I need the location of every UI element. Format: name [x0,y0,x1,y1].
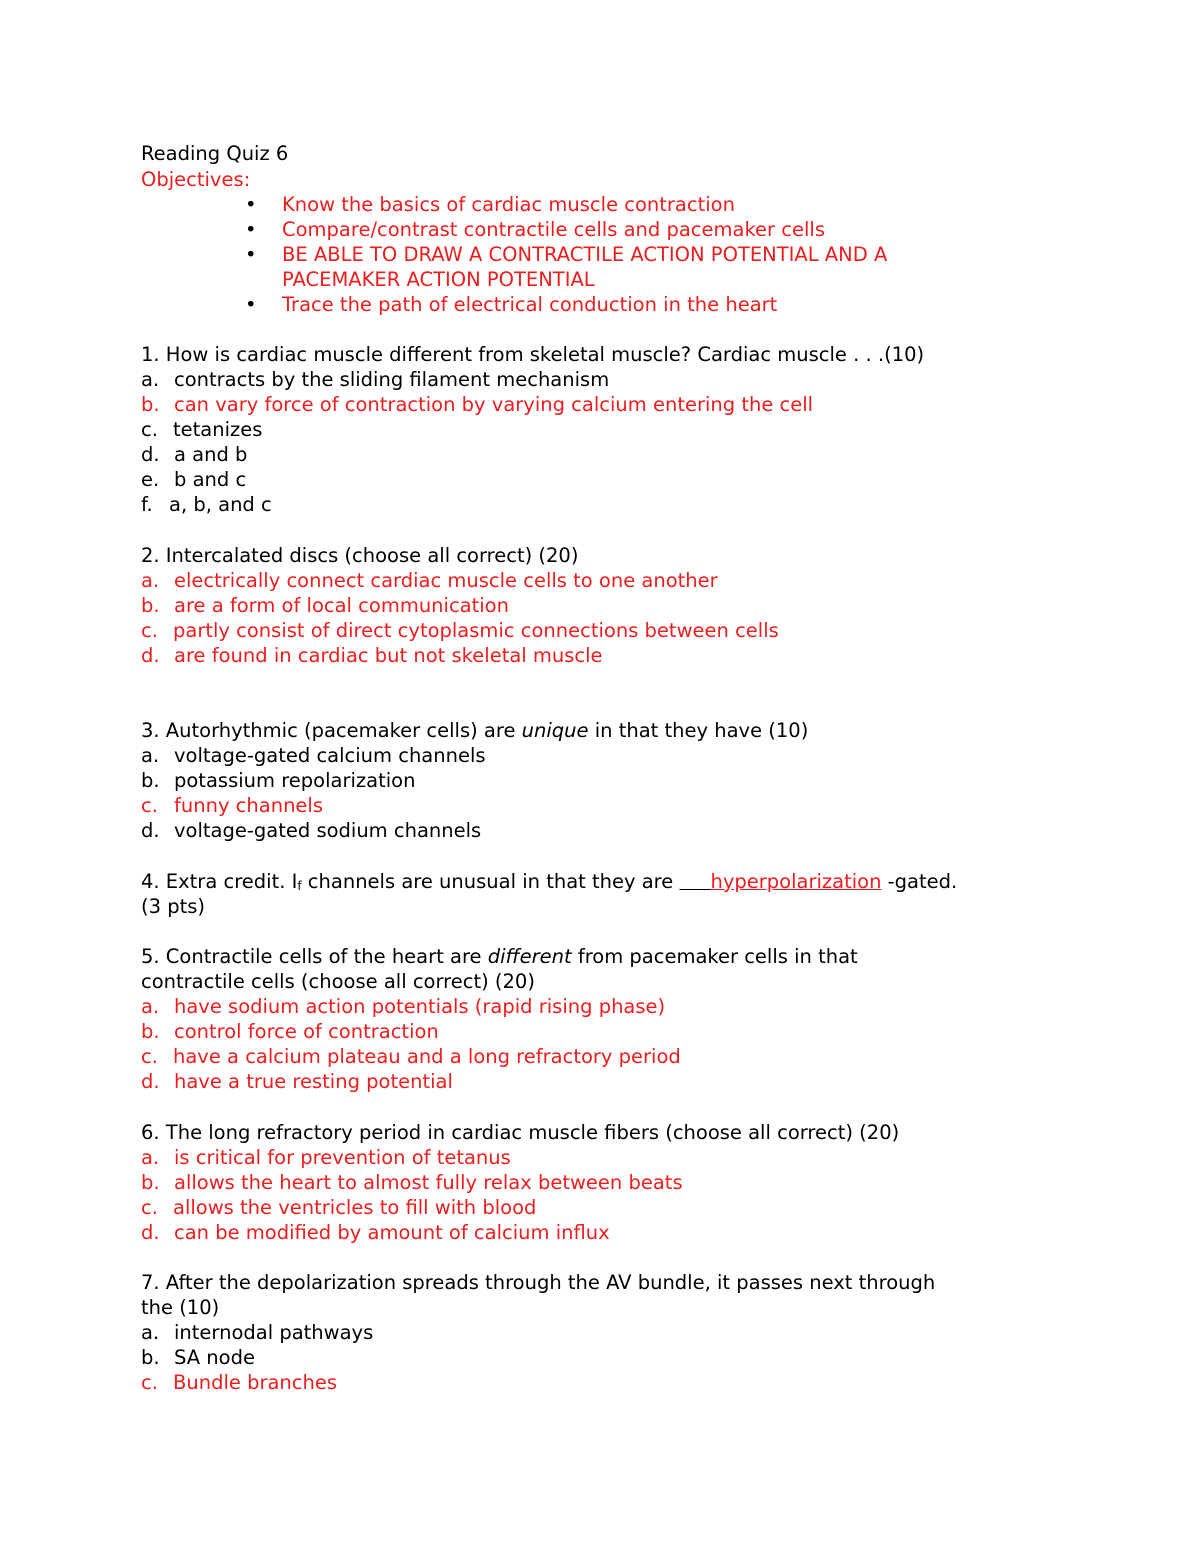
option-letter: c. [141,794,158,817]
option-letter: a. [141,1146,160,1169]
question-2: 2. Intercalated discs (choose all correct) (20) [141,544,579,567]
option-letter: c. [141,418,158,441]
option-text: electrically connect cardiac muscle cells to one another [174,569,718,592]
option-letter: e. [141,468,160,491]
q2-option-c [141,618,779,643]
objective-item-continued: PACEMAKER ACTION POTENTIAL [282,268,595,291]
objectives-heading: Objectives: [141,168,251,191]
q1-option-c [141,417,262,442]
objective-item: Compare/contrast contractile cells and pacemaker cells [282,218,825,241]
q2-option-d [141,643,603,668]
option-letter: c. [141,1196,158,1219]
q4-answer: hyperpolarization [710,870,882,893]
option-text: potassium repolarization [174,769,416,792]
option-text: partly consist of direct cytoplasmic connections between cells [173,619,779,642]
q5-suffix: from pacemaker cells in that [571,945,858,968]
option-text: voltage-gated calcium channels [174,744,486,767]
option-text: a, b, and c [169,493,272,516]
option-letter: c. [141,1371,158,1394]
question-6: 6. The long refractory period in cardiac muscle fibers (choose all correct) (20) [141,1121,900,1144]
q3-option-a [141,743,486,768]
q5-option-b [141,1019,439,1044]
option-text: have a true resting potential [174,1070,453,1093]
option-letter: b. [141,1346,160,1369]
option-letter: f. [141,493,153,516]
q6-option-a [141,1145,511,1170]
option-letter: d. [141,1070,160,1093]
q3-prefix: 3. Autorhythmic (pacemaker cells) are [141,719,522,742]
q1-option-e [141,467,246,492]
option-letter: b. [141,1171,160,1194]
option-text: a and b [174,443,248,466]
q5-option-d [141,1069,453,1094]
option-letter: b. [141,1020,160,1043]
option-letter: b. [141,769,160,792]
option-letter: d. [141,443,160,466]
question-5-line2: contractile cells (choose all correct) (20) [141,970,535,993]
q1-option-b [141,392,813,417]
option-text: b and c [174,468,247,491]
option-letter: b. [141,393,160,416]
option-text: are found in cardiac but not skeletal muscle [174,644,603,667]
bullet-icon: • [245,193,257,216]
q1-option-d [141,442,247,467]
option-text: tetanizes [173,418,263,441]
bullet-icon: • [245,218,257,241]
bullet-icon: • [245,243,257,266]
q7-option-c [141,1370,337,1395]
q3-suffix: in that they have (10) [588,719,809,742]
option-letter: c. [141,619,158,642]
q3-option-d [141,818,481,843]
option-text: are a form of local communication [174,594,509,617]
option-text: have a calcium plateau and a long refractory period [173,1045,681,1068]
q4-blank [679,870,881,893]
option-text: internodal pathways [174,1321,374,1344]
option-text: SA node [174,1346,255,1369]
option-text: Bundle branches [173,1371,338,1394]
option-text: allows the ventricles to fill with blood [173,1196,537,1219]
q5-prefix: 5. Contractile cells of the heart are [141,945,488,968]
option-letter: d. [141,1221,160,1244]
question-4 [141,869,957,899]
quiz-title: Reading Quiz 6 [141,142,289,165]
option-text: funny channels [174,794,324,817]
q6-option-b [141,1170,683,1195]
objective-item: Know the basics of cardiac muscle contraction [282,193,735,216]
question-7: 7. After the depolarization spreads through the AV bundle, it passes next through [141,1271,936,1294]
q5-option-a [141,994,665,1019]
q4-middle: channels are unusual in that they are [301,870,680,893]
q3-emphasis: unique [521,719,589,742]
bullet-icon: • [245,293,257,316]
q1-option-a [141,367,609,392]
q4-prefix: 4. Extra credit. I [141,870,298,893]
q5-emphasis: different [487,945,572,968]
option-letter: a. [141,1321,160,1344]
question-7-line2: the (10) [141,1296,220,1319]
option-letter: d. [141,644,160,667]
q4-suffix: -gated. [881,870,958,893]
question-3 [141,718,808,743]
option-text: can vary force of contraction by varying calcium entering the cell [174,393,814,416]
option-letter: d. [141,819,160,842]
question-1: 1. How is cardiac muscle different from skeletal muscle? Cardiac muscle . . .(10) [141,343,925,366]
option-text: allows the heart to almost fully relax between beats [174,1171,683,1194]
option-letter: c. [141,1045,158,1068]
q6-option-c [141,1195,536,1220]
option-letter: a. [141,995,160,1018]
q4-points: (3 pts) [141,895,206,918]
option-text: have sodium action potentials (rapid rising phase) [174,995,666,1018]
objective-item: Trace the path of electrical conduction in the heart [282,293,778,316]
q4-blank-lead [679,870,710,893]
q7-option-b [141,1345,255,1370]
option-letter: b. [141,594,160,617]
q2-option-a [141,568,718,593]
q3-option-c [141,793,323,818]
option-letter: a. [141,569,160,592]
q5-option-c [141,1044,681,1069]
option-text: can be modified by amount of calcium influx [174,1221,610,1244]
option-text: is critical for prevention of tetanus [174,1146,511,1169]
q4-subscript: f [297,879,302,893]
option-letter: a. [141,744,160,767]
option-text: contracts by the sliding filament mechanism [174,368,610,391]
option-text: control force of contraction [174,1020,439,1043]
option-letter: a. [141,368,160,391]
q2-option-b [141,593,509,618]
q3-option-b [141,768,415,793]
question-5 [141,944,858,969]
q6-option-d [141,1220,610,1245]
q1-option-f [141,492,272,517]
objective-item: BE ABLE TO DRAW A CONTRACTILE ACTION POTENTIAL AND A [282,243,888,266]
option-text: voltage-gated sodium channels [174,819,482,842]
q7-option-a [141,1320,373,1345]
